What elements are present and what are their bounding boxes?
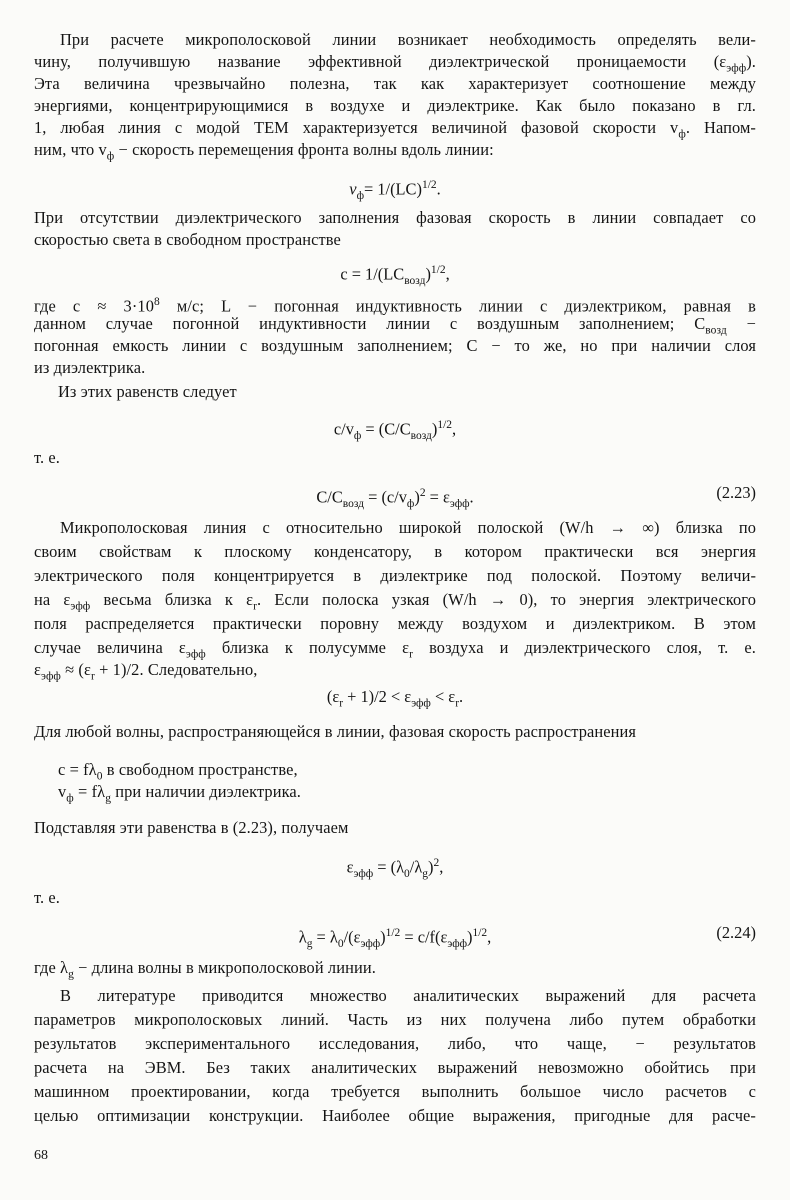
p4-line-7: $\varepsilon_{эфф} \approx (\varepsilon_r + 1)/2$. Следовательно, bbox=[34, 660, 258, 683]
page-number: 68 bbox=[34, 1148, 48, 1163]
p4-line-3: электрического поля концентрируется в диэлектрике под полоской. Поэтому величи- bbox=[34, 566, 756, 585]
p3-line-1: где $c \approx 3\cdot 10^8$ м/с; L − погонная индуктивность линии с диэлектриком, равная в bbox=[34, 296, 756, 316]
p3-line-5: Из этих равенств следует bbox=[58, 382, 237, 401]
list-line-2: $v_ф = f\lambda_g$ при наличии диэлектрика. bbox=[58, 782, 301, 805]
p4-line-2: своим свойствам к плоскому конденсатору, в котором практически вся энергия bbox=[34, 542, 756, 561]
te-1: т. е. bbox=[34, 448, 60, 467]
p6-line-1: Подставляя эти равенства в (2.23), получаем bbox=[34, 818, 349, 837]
formula-light-speed: $c = 1/(LC_{возд})^{1/2}$, bbox=[340, 264, 450, 287]
p1-line-4: энергиями, концентрирующимися в воздухе и диэлектрике. Как было показано в гл. bbox=[34, 96, 756, 115]
te-2: т. е. bbox=[34, 888, 60, 907]
formula-inequality: $(\varepsilon_r + 1)/2 < \varepsilon_{эфф} < \varepsilon_r$. bbox=[326, 687, 464, 710]
p1-line-6: ним, что $v_ф$ − скорость перемещения фронта волны вдоль линии: bbox=[34, 140, 494, 163]
equation-number-2-24: (2.24) bbox=[716, 923, 756, 942]
formula-eff-permittivity: $C/C_{возд} = (c/v_ф)^2 = \varepsilon_{эфф}$. bbox=[316, 487, 474, 510]
formula-phase-velocity: $v_ф= 1/(LC)^{1/2}$. bbox=[349, 179, 441, 202]
p4-line-1: Микрополосковая линия с относительно широкой полоской (W/h → ∞) близка по bbox=[60, 518, 756, 537]
p8-line-2: параметров микрополосковых линий. Часть из них получена либо путем обработки bbox=[34, 1010, 756, 1029]
p1-line-5: 1, любая линия с модой ТЕМ характеризуется величиной фазовой скорости $v_ф$. Напом- bbox=[34, 118, 756, 141]
p8-line-3: результатов экспериментального исследования, либо, что чаще, − результатов bbox=[34, 1034, 756, 1053]
p3-line-3: погонная емкость линии с воздушным заполнением; C − то же, но при наличии слоя bbox=[34, 336, 756, 355]
p4-line-6: случае величина $\varepsilon_{эфф}$ близка к полусумме $\varepsilon_r$ воздуха и диэлектрического слоя, т. е. bbox=[34, 638, 756, 661]
p8-line-1: В литературе приводится множество аналитических выражений для расчета bbox=[60, 986, 756, 1005]
p1-line-3: Эта величина чрезвычайно полезна, так как характеризует соотношение между bbox=[34, 74, 756, 93]
p8-line-5: машинном проектировании, когда требуется выполнить большое число расчетов с bbox=[34, 1082, 756, 1101]
p4-line-5: поля распределяется практически поровну между воздухом и диэлектриком. В этом bbox=[34, 614, 756, 633]
p8-line-4: расчета на ЭВМ. Без таких аналитических выражений невозможно обойтись при bbox=[34, 1058, 756, 1077]
formula-ratio: $c/v_ф = (C/C_{возд})^{1/2}$, bbox=[333, 419, 457, 442]
p3-line-4: из диэлектрика. bbox=[34, 358, 146, 377]
p4-line-4: на $\varepsilon_{эфф}$ весьма близка к $\varepsilon_r$. Если полоска узкая (W/h → 0), то энергия электрического bbox=[34, 590, 756, 613]
formula-eff-wavelength-ratio: $\varepsilon_{эфф} = (\lambda_0/\lambda_g)^2$, bbox=[346, 857, 444, 880]
p1-line-2: чину, получившую название эффективной диэлектрической проницаемости $(\varepsilon_{эфф})$. bbox=[34, 52, 756, 75]
p8-line-6: целью оптимизации конструкции. Наиболее общие выражения, пригодные для расче- bbox=[34, 1106, 756, 1125]
p1-line-1: При расчете микрополосковой линии возникает необходимость определять вели- bbox=[60, 30, 756, 49]
equation-number-2-23: (2.23) bbox=[716, 483, 756, 502]
p2-line-2: скоростью света в свободном пространстве bbox=[34, 230, 341, 249]
p2-line-1: При отсутствии диэлектрического заполнения фазовая скорость в линии совпадает со bbox=[34, 208, 756, 227]
p5-line-1: Для любой волны, распространяющейся в линии, фазовая скорость распространения bbox=[34, 722, 637, 741]
p7-line-1: где $\lambda_g$ − длина волны в микрополосковой линии. bbox=[34, 958, 376, 981]
formula-guide-wavelength: $\lambda_g = \lambda_0/(\varepsilon_{эфф})^{1/2} = c/f(\varepsilon_{эфф})^{1/2}$, bbox=[298, 927, 492, 950]
p3-line-2: данном случае погонной индуктивности линии с воздушным заполнением; $C_{возд}$ − bbox=[34, 314, 756, 337]
list-line-1: $c = f\lambda_0$ в свободном пространстве, bbox=[58, 760, 298, 783]
